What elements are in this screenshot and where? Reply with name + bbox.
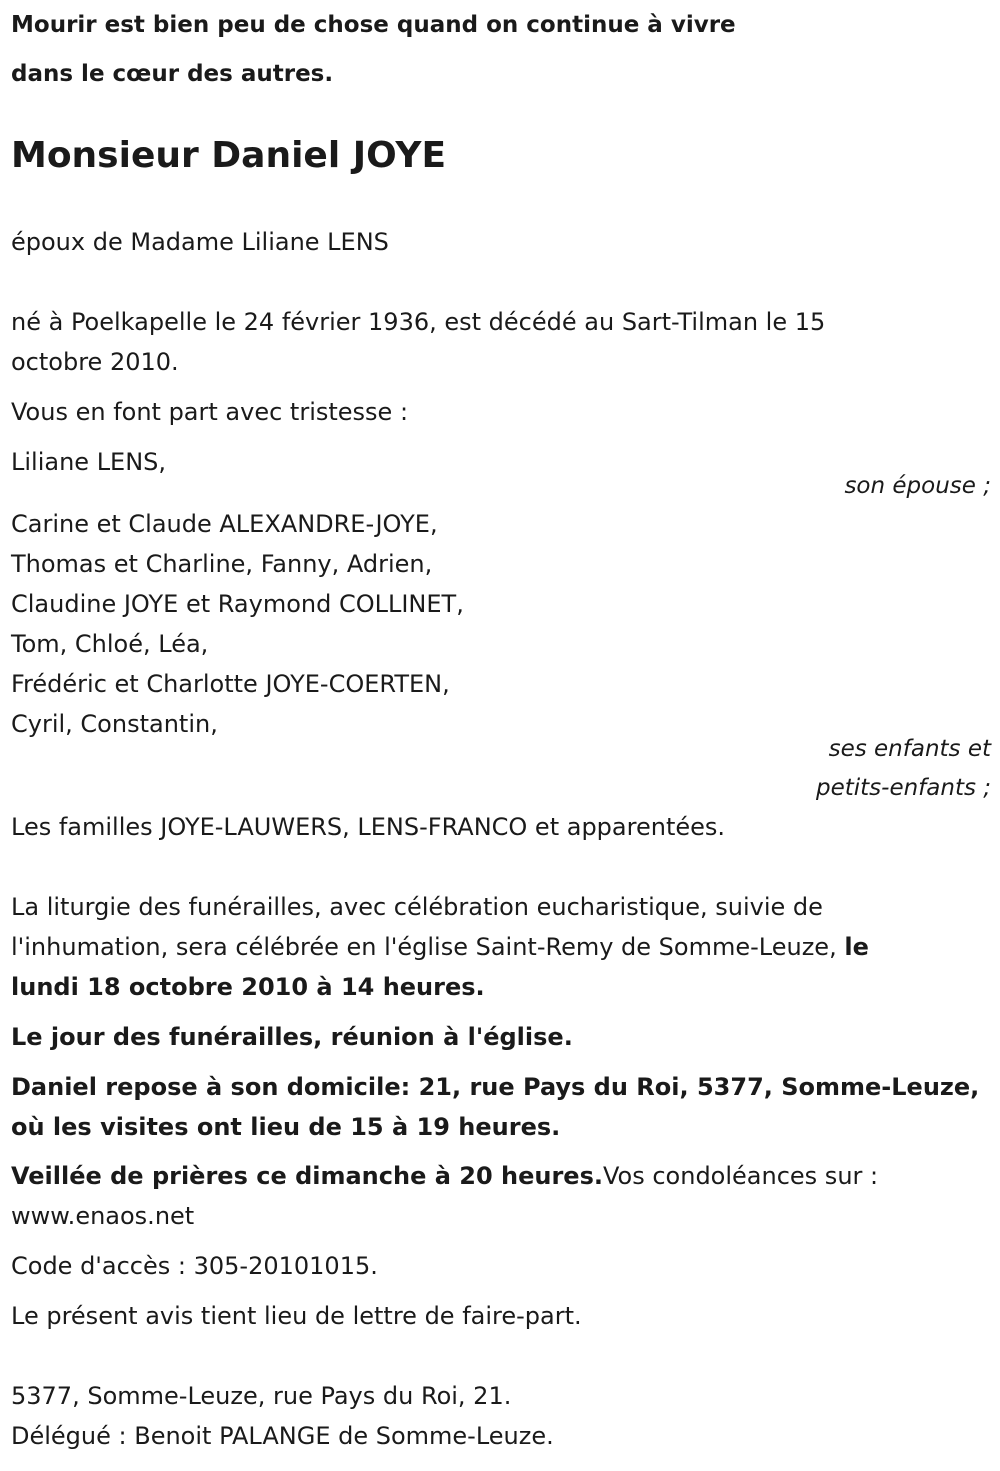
notice-statement: Le présent avis tient lieu de lettre de faire-part.: [11, 1302, 582, 1330]
family-child-line: Tom, Chloé, Léa,: [11, 630, 209, 658]
children-role-1: ses enfants et: [828, 736, 991, 762]
spouse-line: époux de Madame Liliane LENS: [11, 228, 389, 256]
liturgy-line-1: La liturgie des funérailles, avec célébration eucharistique, suivie de: [11, 893, 823, 921]
liturgy-date: lundi 18 octobre 2010 à 14 heures.: [11, 973, 485, 1001]
family-child-line: Thomas et Charline, Fanny, Adrien,: [11, 550, 433, 578]
extended-families: Les familles JOYE-LAUWERS, LENS-FRANCO et apparentées.: [11, 813, 726, 841]
liturgy-text: l'inhumation, sera célébrée en l'église Saint-Remy de Somme-Leuze,: [11, 933, 845, 961]
birth-death-line-2: octobre 2010.: [11, 348, 179, 376]
access-code: Code d'accès : 305-20101015.: [11, 1252, 378, 1280]
quote-line-2: dans le cœur des autres.: [11, 61, 334, 87]
condolences-text: Vos condoléances sur :: [602, 1162, 879, 1190]
rest-line-1: Daniel repose à son domicile: 21, rue Pays du Roi, 5377, Somme-Leuze,: [11, 1073, 980, 1101]
address: 5377, Somme-Leuze, rue Pays du Roi, 21.: [11, 1382, 512, 1410]
vigil-line: [11, 1156, 878, 1196]
vigil-text: Veillée de prières ce dimanche à 20 heures.: [11, 1162, 603, 1190]
liturgy-date-start: le: [844, 933, 869, 961]
family-child-line: Carine et Claude ALEXANDRE-JOYE,: [11, 510, 438, 538]
deceased-name: Monsieur Daniel JOYE: [11, 135, 447, 176]
children-role-2: petits-enfants ;: [815, 775, 991, 801]
family-child-line: Cyril, Constantin,: [11, 710, 218, 738]
announcement: Vous en font part avec tristesse :: [11, 398, 409, 426]
spouse-role: son épouse ;: [844, 473, 991, 499]
family-child-line: Frédéric et Charlotte JOYE-COERTEN,: [11, 670, 450, 698]
delegate: Délégué : Benoit PALANGE de Somme-Leuze.: [11, 1422, 554, 1450]
birth-death-line-1: né à Poelkapelle le 24 février 1936, est décédé au Sart-Tilman le 15: [11, 308, 826, 336]
family-child-line: Claudine JOYE et Raymond COLLINET,: [11, 590, 464, 618]
church-meeting: Le jour des funérailles, réunion à l'église.: [11, 1023, 573, 1051]
quote-line-1: Mourir est bien peu de chose quand on continue à vivre: [11, 12, 736, 38]
family-spouse: Liliane LENS,: [11, 448, 167, 476]
rest-line-2: où les visites ont lieu de 15 à 19 heures.: [11, 1113, 561, 1141]
website-link[interactable]: www.enaos.net: [11, 1202, 195, 1230]
liturgy-line-2: [11, 927, 869, 967]
